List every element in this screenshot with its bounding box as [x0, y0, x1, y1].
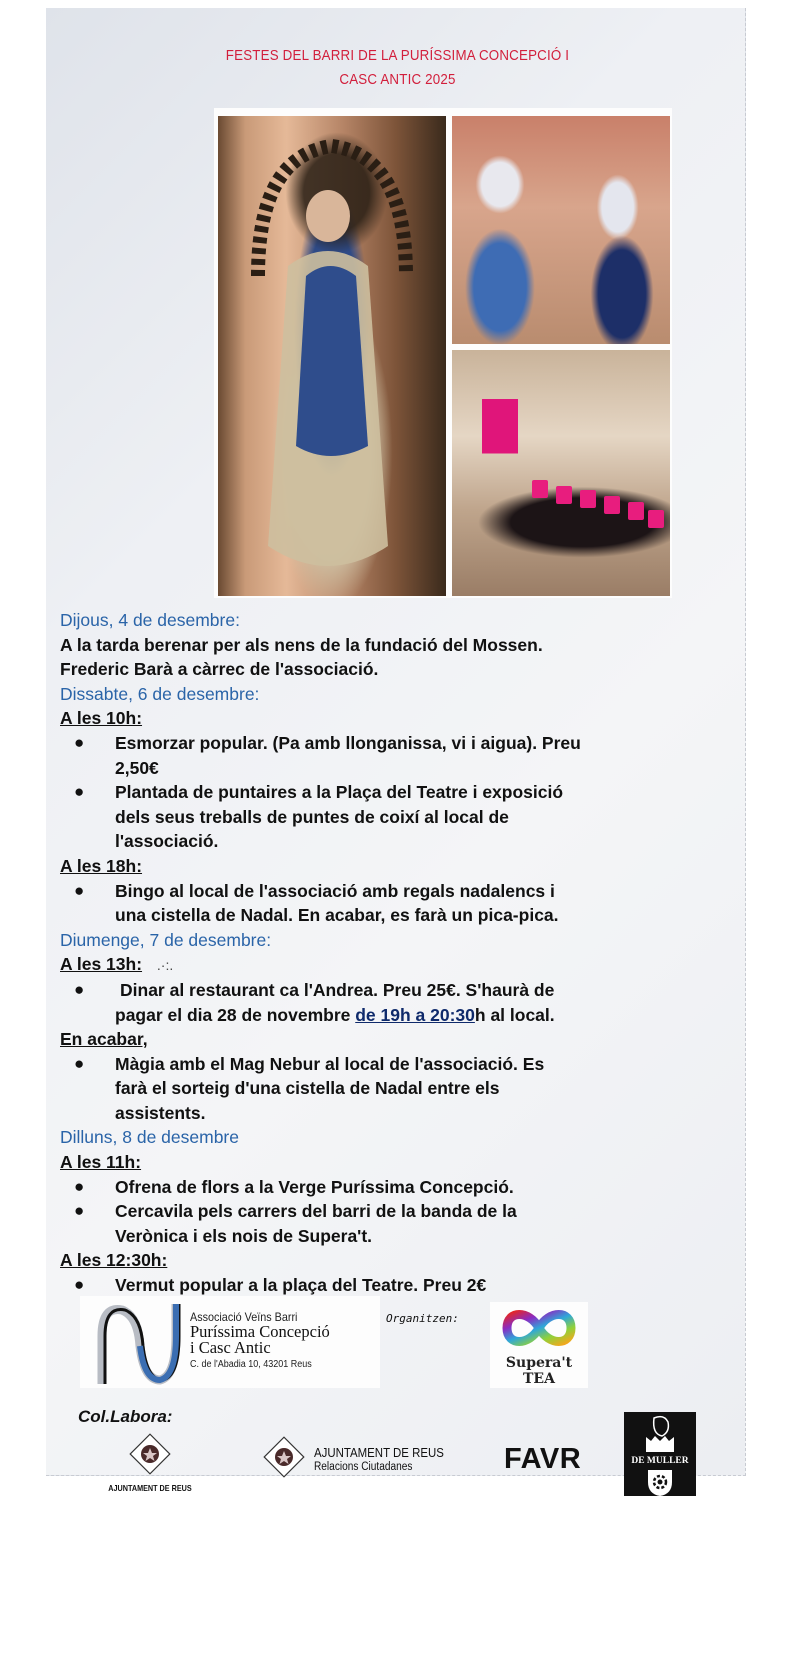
event-item: ● Esmorzar popular. (Pa amb llonganissa, vi i aigua). Preu 2,50€ [74, 732, 581, 778]
organizers-bar [80, 1296, 740, 1396]
ajuntament-reus-logo [100, 1432, 200, 1493]
halo-icon [218, 116, 446, 596]
event-item: ● Plantada de puntaires a la Plaça del Teatre i exposició dels seus treballs de puntes de coixí al local de l'associació. [74, 782, 564, 852]
gear-shield-icon [624, 1468, 696, 1498]
reus-shield-icon [262, 1435, 306, 1479]
supera-logo [490, 1302, 588, 1388]
event-item: ● Vermut popular a la plaça del Teatre. Preu 2€ [60, 1273, 750, 1298]
time-heading: En acabar, [60, 1029, 148, 1050]
association-n-icon [90, 1296, 190, 1388]
ajuntament-reus-label: AJUNTAMENT DE REUS [108, 1483, 192, 1493]
crown-icon [624, 1412, 696, 1456]
association-address: C. de l'Abadia 10, 43201 Reus [190, 1359, 312, 1370]
day-heading-thursday: Dijous, 4 de desembre: [60, 610, 240, 630]
bullet-icon: ● [74, 1275, 85, 1295]
bullet-icon: ● [74, 1201, 85, 1221]
association-logo [80, 1296, 380, 1388]
title-line-2: CASC ANTIC 2025 [339, 72, 456, 88]
drum-shape [628, 502, 644, 520]
drum-shape [604, 496, 620, 514]
time-heading: A les 10h: [60, 708, 143, 729]
supera-subtitle: TEA [523, 1371, 555, 1387]
association-name-line-1: Associació Veïns Barri [190, 1310, 298, 1324]
event-item: ● Màgia amb el Mag Nebur al local de l'associació. Es farà el sorteig d'una cistella de Nadal entre els assistents. [74, 1053, 545, 1123]
drum-shape [580, 490, 596, 508]
bullet-icon: ● [74, 732, 85, 752]
de-muller-logo [624, 1412, 696, 1496]
event-schedule [60, 608, 750, 1298]
thursday-intro-line-1: A la tarda berenar per als nens de la fundació del Mossen. [60, 634, 543, 655]
parade-photo [452, 350, 670, 596]
time-heading: A les 12:30h: [60, 1250, 168, 1271]
photo-collage [214, 108, 672, 598]
bullet-icon: ● [74, 979, 85, 999]
stray-dots: .·:. [156, 957, 174, 974]
de-muller-label: DE MULLER [631, 1456, 689, 1466]
bullet-icon: ● [74, 1176, 85, 1196]
title-line-1: FESTES DEL BARRI DE LA PURÍSSIMA CONCEPCIÓ I [225, 48, 570, 64]
day-heading-sunday: Diumenge, 7 de desembre: [60, 929, 272, 950]
organizers-label: Organitzen: [386, 1312, 459, 1325]
giants-photo [452, 116, 670, 344]
association-name-line-3: i Casc Antic [190, 1338, 271, 1357]
favr-logo: FAVR [504, 1443, 582, 1475]
supera-name: Supera't [505, 1355, 573, 1371]
time-heading: A les 18h: [60, 855, 143, 876]
event-item: ● Bingo al local de l'associació amb regals nadalencs i una cistella de Nadal. En acabar, es farà un pica-pica. [74, 880, 559, 926]
flyer-title [32, 44, 763, 92]
drum-shape [556, 486, 572, 504]
bullet-icon: ● [74, 782, 85, 802]
virgin-statue-photo [218, 116, 446, 596]
event-item: ● Cercavila pels carrers del barri de la banda de la Verònica i els nois de Supera't. [74, 1201, 517, 1246]
day-heading-saturday: Dissabte, 6 de desembre: [60, 683, 260, 704]
thursday-intro-line-2: Frederic Barà a càrrec de l'associació. [60, 659, 379, 680]
drum-shape [532, 480, 548, 498]
association-name-line-2: Puríssima Concepció [190, 1322, 330, 1341]
reus-shield-icon [128, 1432, 172, 1476]
collaborators-label: Col.Labora: [78, 1407, 173, 1426]
time-heading: A les 11h: [60, 1152, 142, 1173]
bullet-icon: ● [74, 1053, 85, 1073]
time-heading: A les 13h: [60, 954, 143, 975]
infinity-icon [499, 1306, 579, 1350]
bullet-icon: ● [74, 880, 85, 900]
day-heading-monday: Dilluns, 8 de desembre [60, 1127, 239, 1148]
payment-time-link[interactable]: de 19h a 20:30 [355, 1004, 475, 1025]
ajuntament-relacions-line-2: Relacions Ciutadanes [314, 1461, 413, 1473]
ajuntament-relacions-line-1: AJUNTAMENT DE REUS [314, 1445, 444, 1460]
event-item: ● Dinar al restaurant ca l'Andrea. Preu 25€. S'haurà de pagar el dia 28 de novembre de 19h a 20:30h al local. [74, 979, 555, 1025]
drum-shape [648, 510, 664, 528]
event-item: ● Ofrena de flors a la Verge Puríssima Concepció. [60, 1175, 750, 1200]
